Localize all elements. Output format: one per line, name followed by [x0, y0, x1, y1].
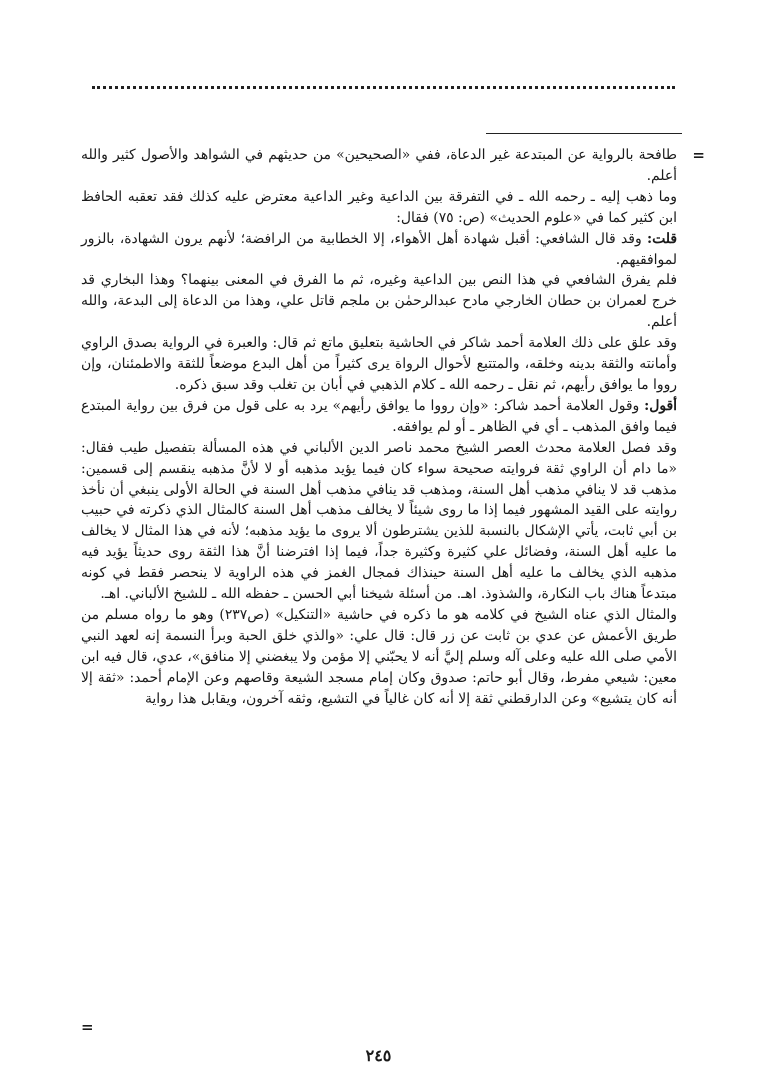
paragraph-7: [81, 438, 677, 605]
footnote-body: [81, 145, 677, 709]
header-dotted-line: [92, 86, 675, 93]
paragraph-8: [81, 605, 677, 710]
paragraph-text: فلم يفرق الشافعي في هذا النص بين الداعية وغيره، ثم ما الفرق في المعنى بينهما؟ وهذا البخاري قد خرج لعمران بن حطان الخارجي مادح عبدالرحمٰن بن ملجم قاتل علي، وهذا من الدعاة إلى البدعة، والله أعلم.: [81, 272, 677, 331]
continuation-mark-top: =: [692, 146, 705, 164]
paragraph-text: وما ذهب إليه ـ رحمه الله ـ في التفرقة بين الداعية وغير الداعية معترض عليه كذلك فقد تعقبه الحافظ ابن كثير كما في «علوم الحديث» (ص: ٧٥) فقال:: [81, 188, 677, 226]
paragraph-5: [81, 333, 677, 396]
page-number: ٢٤٥: [365, 1046, 392, 1065]
paragraph-text: وقد فصل العلامة محدث العصر الشيخ محمد ناصر الدين الألباني في هذه المسألة بتفصيل طيب فقال: «ما دام أن الراوي ثقة فروايته صحيحة سواء كان فيما يؤيد مذهبه أو لا لأنَّ مذهبه ينقسم إلى قسمين: مذهب قد لا ينافي مذهب أهل السنة، ومذهب قد ينافي مذهب أهل السنة في الحالة الأولى ينبغي أن نأخذ روايته على القيد المشهور فيما إذا ما روى شيئاً لا يخالف مذهب أهل السنة كالمثال الذي ذكرته في حبيب بن أبي ثابت، يأتي الإشكال بالنسبة للذين يشترطون ألا يروى ما يؤيد مذهبه؛ لأنه في هذا المثال لا يخالف ما عليه أهل السنة، وفضائل علي كثيرة وكثيرة جداً، فيما إذا افترضنا أنَّ هذا الثقة روى حديثاً يؤيد فيه مذهبه الذي يخالف ما عليه أهل السنة حينذاك فمجال الغمز في هذه الراوية لا ينحصر فقط في كونه مبتدعاً هناك باب النكارة، والشذوذ. اهـ. من أسئلة شيخنا أبي الحسن ـ حفظه الله ـ للشيخ الألباني. اهـ.: [81, 439, 677, 603]
continuation-mark-bottom: =: [81, 1018, 94, 1036]
paragraph-lead: أقول:: [644, 397, 677, 414]
paragraph-4: [81, 270, 677, 333]
footnote-separator: [486, 133, 682, 134]
paragraph-text: طافحة بالرواية عن المبتدعة غير الدعاة، ففي «الصحيحين» من حديثهم في الشواهد والأصول كثير والله أعلم.: [81, 147, 677, 184]
paragraph-6: [81, 396, 677, 438]
paragraph-text: وقد علق على ذلك العلامة أحمد شاكر في الحاشية بتعليق ماتع ثم قال: والعبرة في الرواية بصدق الراوي وأمانته والثقة بدينه وخلقه، والمتتبع لأحوال الرواة يرى كثيراً من أهل البدع موضعاً للثقة والاطمئنان، وإن رووا ما يوافق رأيهم، ثم نقل ـ رحمه الله ـ كلام الذهبي في أبان بن تغلب وقد سبق ذكره.: [81, 335, 677, 393]
paragraph-lead: قلت:: [646, 230, 677, 247]
paragraph-text: والمثال الذي عناه الشيخ في كلامه هو ما ذكره في حاشية «التنكيل» (ص٢٣٧) وهو ما رواه مسلم من طريق الأعمش عن عدي بن ثابت عن زر قال: قال علي: «والذي خلق الحبة وبرأ النسمة إنه لعهد النبي الأمي صلى الله عليه وعلى آله وسلم إليَّ أنه لا يحبّني إلا مؤمن ولا يبغضني إلا منافق»، عدي، قال فيه ابن معين: شيعي مفرط، وقال أبو حاتم: صدوق وكان إمام مسجد الشيعة وقاصهم وعن الإمام أحمد: «ثقة إلا أنه كان يتشيع» وعن الدارقطني ثقة إلا أنه كان غالياً في التشيع، وثقه آخرون، ويقابل هذا رواية: [81, 606, 678, 707]
paragraph-text: وقد قال الشافعي: أقبل شهادة أهل الأهواء، إلا الخطابية من الرافضة؛ لأنهم يرون الشهادة، بالزور لموافقيهم.: [81, 230, 677, 268]
paragraph-2: [81, 187, 677, 229]
paragraph-1: [81, 145, 677, 187]
paragraph-3: [81, 229, 677, 271]
paragraph-text: وقول العلامة أحمد شاكر: «وإن رووا ما يوافق رأيهم» يرد به على قول من فرق بين رواية المبتدع فيما وافق المذهب ـ أي في الظاهر ـ أو لم يوافقه.: [81, 397, 677, 435]
